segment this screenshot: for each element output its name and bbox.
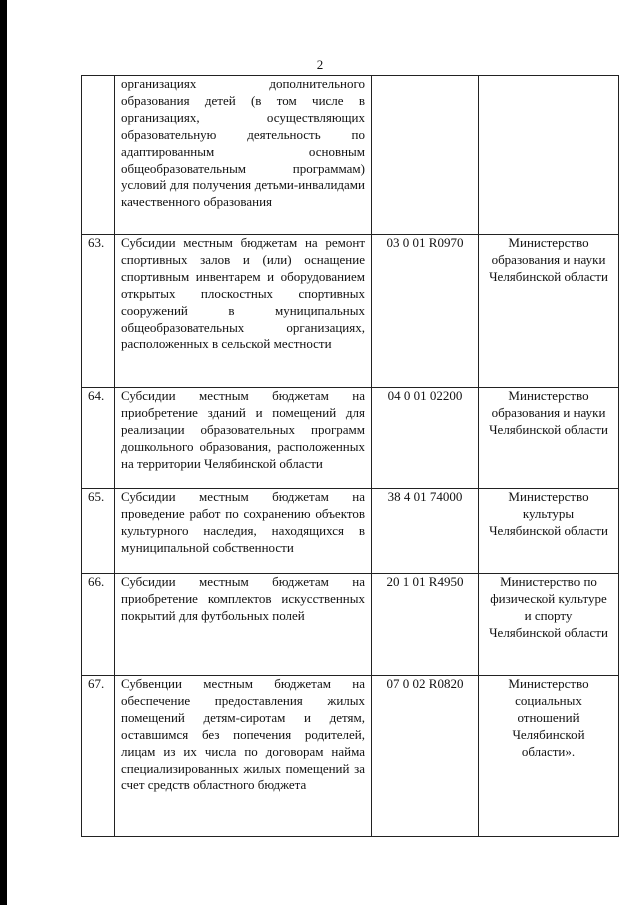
row-ministry: Министерство образования и науки Челябинской области — [479, 388, 619, 489]
table-row-continuation — [82, 76, 619, 235]
row-ministry: Министерство по физической культуре и спорту Челябинской области — [479, 574, 619, 676]
row-number: 63. — [82, 235, 115, 388]
row-budget-code — [372, 76, 479, 235]
row-description: организациях дополнительного образования детей (в том числе в организациях, осуществляющих образовательную деятельность по адаптированным основным общеобразовательным программам) условий для получения детьми-инвалидами качественного образования — [115, 76, 372, 235]
row-description: Субсидии местным бюджетам на проведение работ по сохранению объектов культурного наследия, находящихся в муниципальной собственности — [115, 489, 372, 574]
row-description: Субсидии местным бюджетам на приобретение зданий и помещений для реализации образовательных программ дошкольного образования, расположенных на территории Челябинской области — [115, 388, 372, 489]
row-number: 65. — [82, 489, 115, 574]
row-budget-code: 04 0 01 02200 — [372, 388, 479, 489]
table-row — [82, 235, 619, 388]
subsidy-table — [81, 75, 619, 837]
scan-edge-bar — [0, 0, 7, 905]
row-description: Субвенции местным бюджетам на обеспечение предоставления жилых помещений детям-сиротам и детям, оставшимся без попечения родителей, лицам из их числа по договорам найма специализированных жилых помещений за счет средств областного бюджета — [115, 676, 372, 837]
table-row — [82, 388, 619, 489]
row-number: 67. — [82, 676, 115, 837]
table-row — [82, 489, 619, 574]
table-row — [82, 676, 619, 837]
row-budget-code: 38 4 01 74000 — [372, 489, 479, 574]
row-description: Субсидии местным бюджетам на приобретение комплектов искусственных покрытий для футбольных полей — [115, 574, 372, 676]
table-row — [82, 574, 619, 676]
row-number: 64. — [82, 388, 115, 489]
row-budget-code: 07 0 02 R0820 — [372, 676, 479, 837]
row-ministry: Министерство культуры Челябинской области — [479, 489, 619, 574]
page-number: 2 — [316, 57, 324, 72]
row-description: Субсидии местным бюджетам на ремонт спортивных залов и (или) оснащение спортивным инвентарем и оборудованием открытых плоскостных спортивных сооружений в муниципальных общеобразовательных организациях, расположенных в сельской местности — [115, 235, 372, 388]
row-budget-code: 03 0 01 R0970 — [372, 235, 479, 388]
row-ministry: Министерство социальных отношений Челябинской области». — [479, 676, 619, 837]
row-ministry: Министерство образования и науки Челябинской области — [479, 235, 619, 388]
row-number — [82, 76, 115, 235]
row-budget-code: 20 1 01 R4950 — [372, 574, 479, 676]
row-ministry — [479, 76, 619, 235]
row-number: 66. — [82, 574, 115, 676]
